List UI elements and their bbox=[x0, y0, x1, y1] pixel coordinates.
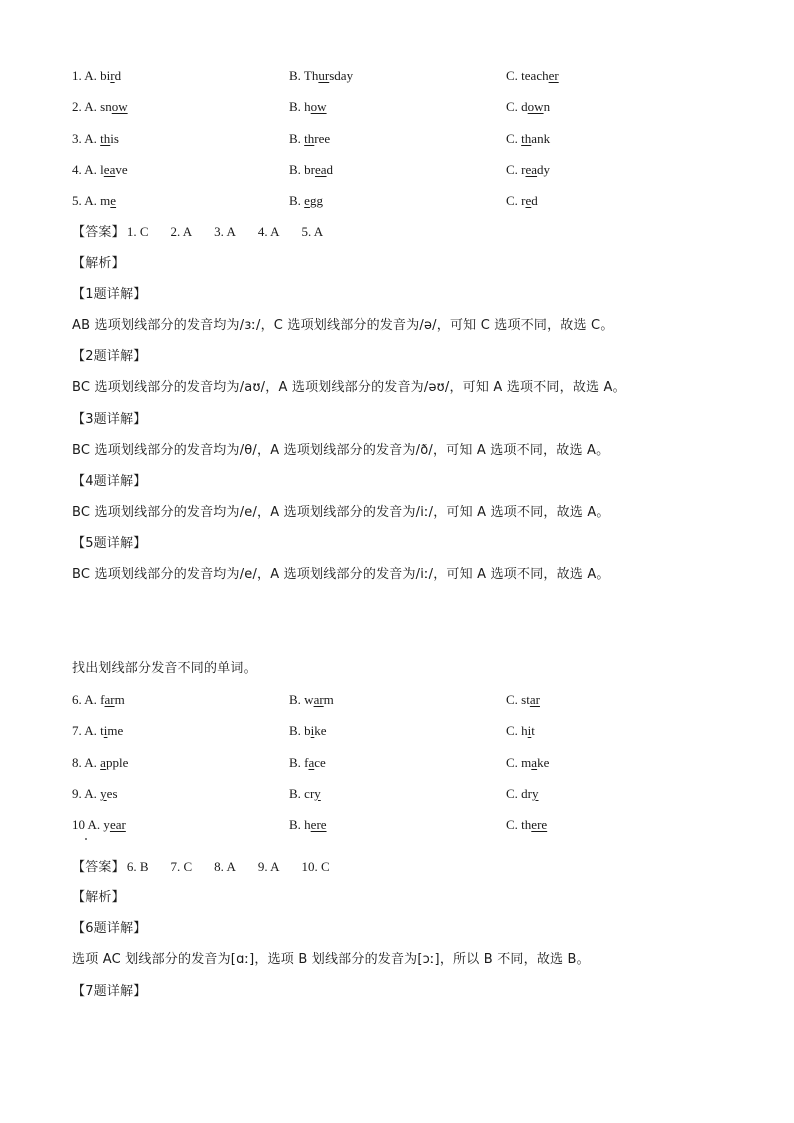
answer-line: 【答案】 1. C 2. A 3. A 4. A 5. A bbox=[72, 224, 324, 240]
detail-text: BC 选项划线部分的发音均为/e/，A 选项划线部分的发音为/iː/，可知 A 选项不同，故选 A。 bbox=[72, 567, 610, 582]
underlined-part: ar bbox=[313, 692, 324, 707]
underlined-part: ar bbox=[104, 692, 115, 707]
option-b: B. Thursday bbox=[289, 68, 354, 83]
option-a: 6. A. farm bbox=[72, 692, 125, 707]
underlined-part: i bbox=[103, 723, 108, 738]
underlined-part: th bbox=[304, 131, 315, 146]
question-row bbox=[72, 66, 732, 86]
instruction: 找出划线部分发音不同的单词。 bbox=[72, 661, 257, 676]
analysis-label: 【解析】 bbox=[72, 256, 125, 271]
option-a: 2. A. snow bbox=[72, 99, 128, 114]
underlined-part: ow bbox=[310, 99, 327, 114]
option-c: C. dry bbox=[506, 786, 539, 801]
question-row bbox=[72, 690, 732, 710]
stray-dot bbox=[85, 838, 87, 840]
option-b: B. egg bbox=[289, 193, 323, 208]
detail-text: BC 选项划线部分的发音均为/θ/，A 选项划线部分的发音为/ð/，可知 A 选项不同，故选 A。 bbox=[72, 443, 610, 458]
option-c: C. thank bbox=[506, 131, 551, 146]
option-b: B. face bbox=[289, 755, 326, 770]
option-c: C. down bbox=[506, 99, 551, 114]
underlined-part: e bbox=[525, 193, 532, 208]
underlined-part: i bbox=[527, 723, 532, 738]
underlined-part: ur bbox=[318, 68, 330, 83]
underlined-part: ar bbox=[529, 692, 540, 707]
detail-text: BC 选项划线部分的发音均为/e/，A 选项划线部分的发音为/iː/，可知 A 选项不同，故选 A。 bbox=[72, 505, 610, 520]
option-b: B. three bbox=[289, 131, 331, 146]
option-b: B. how bbox=[289, 99, 327, 114]
answer-label: 【答案】 bbox=[72, 860, 125, 875]
underlined-part: ear bbox=[109, 817, 126, 832]
option-b: B. bike bbox=[289, 723, 327, 738]
detail-title: 【2题详解】 bbox=[72, 349, 147, 364]
detail-title: 【7题详解】 bbox=[72, 984, 147, 999]
underlined-part: ere bbox=[310, 817, 327, 832]
option-a: 3. A. this bbox=[72, 131, 119, 146]
underlined-part: ere bbox=[531, 817, 548, 832]
option-c: C. star bbox=[506, 692, 540, 707]
underlined-part: e bbox=[110, 193, 117, 208]
option-c: C. red bbox=[506, 193, 538, 208]
detail-text: AB 选项划线部分的发音均为/ɜː/，C 选项划线部分的发音为/ə/，可知 C 选项不同，故选 C。 bbox=[72, 318, 614, 333]
option-b: B. here bbox=[289, 817, 327, 832]
question-row bbox=[72, 721, 732, 741]
underlined-part: e bbox=[304, 193, 310, 208]
underlined-part: th bbox=[521, 131, 532, 146]
detail-title: 【5题详解】 bbox=[72, 536, 147, 551]
underlined-part: ow bbox=[111, 99, 128, 114]
option-b: B. warm bbox=[289, 692, 334, 707]
underlined-part: ea bbox=[525, 162, 538, 177]
underlined-part: r bbox=[110, 68, 115, 83]
underlined-part: ea bbox=[103, 162, 116, 177]
option-a: 9. A. yes bbox=[72, 786, 118, 801]
underlined-part: y bbox=[532, 786, 539, 801]
underlined-part: y bbox=[314, 786, 321, 801]
option-c: C. ready bbox=[506, 162, 551, 177]
detail-title: 【4题详解】 bbox=[72, 474, 147, 489]
detail-title: 【3题详解】 bbox=[72, 412, 147, 427]
underlined-part: a bbox=[531, 755, 538, 770]
underlined-part: a bbox=[308, 755, 315, 770]
question-row bbox=[72, 97, 732, 117]
analysis-label: 【解析】 bbox=[72, 890, 125, 905]
underlined-part: y bbox=[100, 786, 107, 801]
option-c: C. hit bbox=[506, 723, 535, 738]
option-c: C. teacher bbox=[506, 68, 559, 83]
option-a: 10 A. year bbox=[72, 817, 126, 832]
detail-text: BC 选项划线部分的发音均为/aʊ/，A 选项划线部分的发音为/əʊ/，可知 A 选项不同，故选 A。 bbox=[72, 380, 626, 395]
option-a: 1. A. bird bbox=[72, 68, 122, 83]
underlined-part: ow bbox=[527, 99, 544, 114]
question-row bbox=[72, 129, 732, 149]
option-b: B. bread bbox=[289, 162, 334, 177]
answer-label: 【答案】 bbox=[72, 225, 125, 240]
underlined-part: a bbox=[100, 755, 106, 770]
detail-text: 选项 AC 划线部分的发音为[ɑː]，选项 B 划线部分的发音为[ɔː]，所以 B 不同，故选 B。 bbox=[72, 952, 590, 967]
option-b: B. cry bbox=[289, 786, 321, 801]
detail-title: 【1题详解】 bbox=[72, 287, 147, 302]
option-c: C. make bbox=[506, 755, 550, 770]
underlined-part: ea bbox=[315, 162, 327, 177]
question-row bbox=[72, 784, 732, 804]
answer-line: 【答案】 6. B 7. C 8. A 9. A 10. C bbox=[72, 859, 330, 875]
option-a: 4. A. leave bbox=[72, 162, 128, 177]
detail-title: 【6题详解】 bbox=[72, 921, 147, 936]
question-row bbox=[72, 191, 732, 211]
underlined-part: er bbox=[548, 68, 559, 83]
option-a: 7. A. time bbox=[72, 723, 124, 738]
question-row bbox=[72, 753, 732, 773]
underlined-part: th bbox=[100, 131, 111, 146]
question-row bbox=[72, 815, 732, 835]
underlined-part: i bbox=[310, 723, 315, 738]
option-c: C. there bbox=[506, 817, 548, 832]
option-a: 5. A. me bbox=[72, 193, 117, 208]
option-a: 8. A. apple bbox=[72, 755, 129, 770]
question-row bbox=[72, 160, 732, 180]
